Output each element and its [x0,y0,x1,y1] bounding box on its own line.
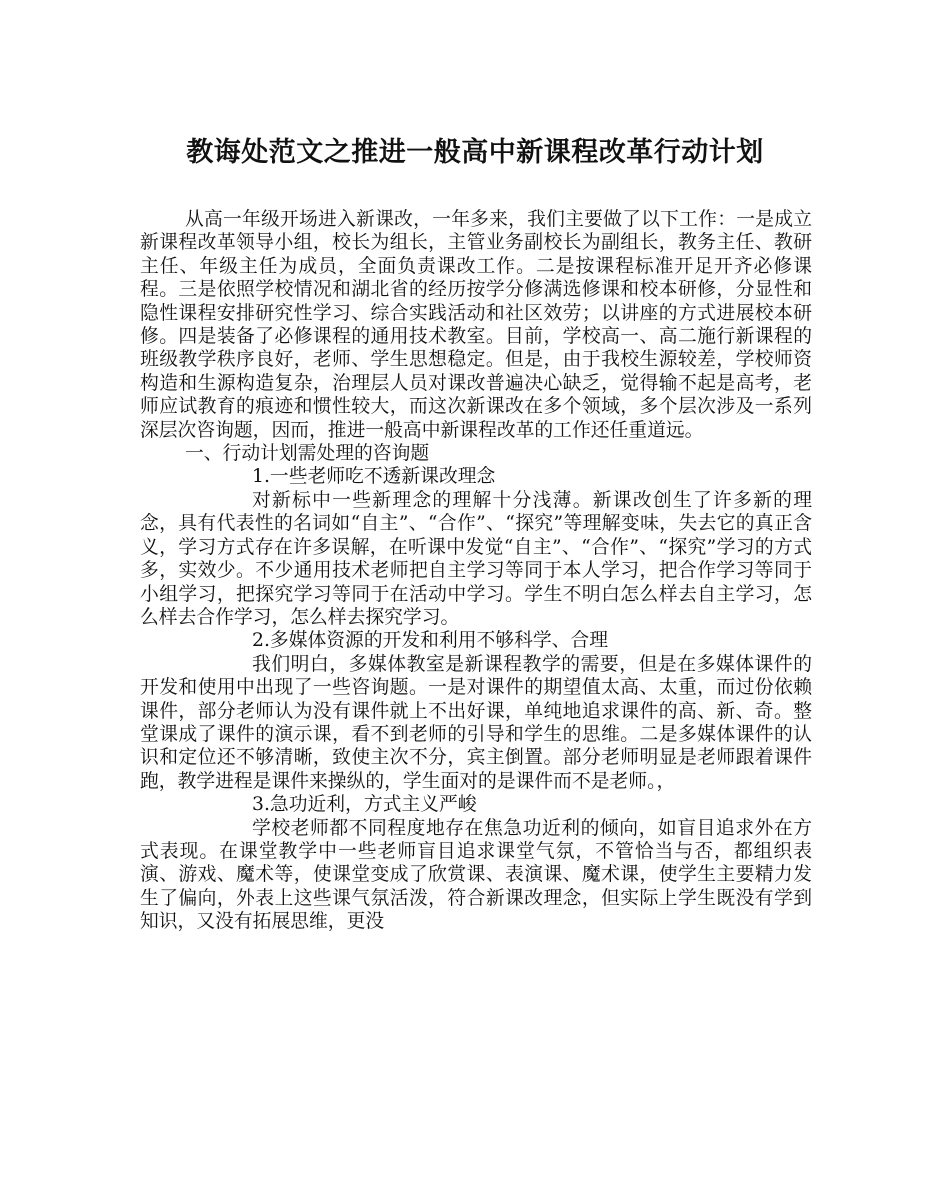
item-heading-1: 1.一些老师吃不透新课改理念 [252,466,496,488]
section-heading: 一、行动计划需处理的咨询题 [185,443,430,465]
document-title: 教诲处范文之推进一般高中新课程改革行动计划 [186,137,764,168]
item-heading-2: 2.多媒体资源的开发和利用不够科学、合理 [252,630,608,652]
item-heading-3: 3.急功近利，方式主义严峻 [252,794,477,816]
intro-paragraph: 从高一年级开场进入新课改，一年多来，我们主要做了以下工作：一是成立新课程改革领导小组，校长为组长，主管业务副校长为副组长，教务主任、教研主任、年级主任为成员，全面负责课改工作。二是按课程标准开足开齐必修课程。三是依照学校情况和湖北省的经历按学分修满选修课和校本研修，分显性和隐性课程安排研究性学习、综合实践活动和社区效劳；以讲座的方式进展校本研修。四是装备了必修课程的通用技术教室。目前，学校高一、高二施行新课程的班级教学秩序良好，老师、学生思想稳定。但是，由于我校生源较差，学校师资构造和生源构造复杂，治理层人员对课改普遍决心缺乏，觉得输不起是高考，老师应试教育的痕迹和惯性较大，而这次新课改在多个领域，多个层次涉及一系列深层次咨询题，因而，推进一般高中新课程改革的工作还任重道远。 [140,209,812,441]
item-paragraph-2: 我们明白，多媒体教室是新课程教学的需要，但是在多媒体课件的开发和使用中出现了一些咨询题。一是对课件的期望值太高、太重，而过份依赖课件，部分老师认为没有课件就上不出好课，单纯地追求课件的高、新、奇。整堂课成了课件的演示课，看不到老师的引导和学生的思维。二是多媒体课件的认识和定位还不够清晰，致使主次不分，宾主倒置。部分老师明显是老师跟着课件跑，教学进程是课件来操纵的，学生面对的是课件而不是老师。， [140,653,812,792]
item-paragraph-1: 对新标中一些新理念的理解十分浅薄。新课改创生了许多新的理念，具有代表性的名词如“自主”、“合作”、“探究”等理解变味，失去它的真正含义，学习方式存在许多误解，在听课中发觉“自主”、“合作”、“探究”学习的方式多，实效少。不少通用技术老师把自主学习等同于本人学习，把合作学习等同于小组学习，把探究学习等同于在活动中学习。学生不明白怎么样去自主学习，怎么样去合作学习，怎么样去探究学习。 [140,489,812,628]
item-paragraph-3: 学校老师都不同程度地存在焦急功近利的倾向，如盲目追求外在方式表现。在课堂教学中一些老师盲目追求课堂气氛，不管恰当与否，都组织表演、游戏、魔术等，使课堂变成了欣赏课、表演课、魔术课，使学生主要精力发生了偏向，外表上这些课气氛活泼，符合新课改理念，但实际上学生既没有学到知识，又没有拓展思维，更没 [140,817,812,933]
document-body [140,208,812,934]
